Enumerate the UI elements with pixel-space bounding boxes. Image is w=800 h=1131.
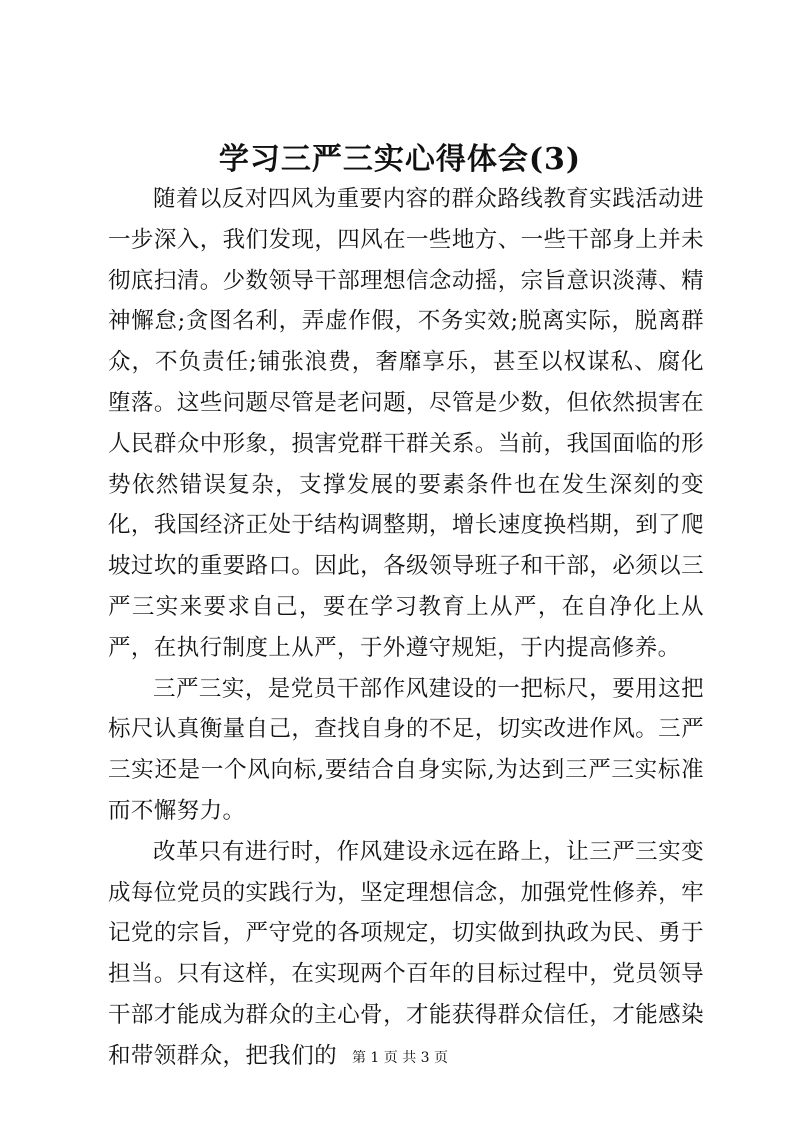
paragraph-3: 改革只有进行时，作风建设永远在路上，让三严三实变成每位党员的实践行为，坚定理想信念，加强党性修养，牢记党的宗旨，严守党的各项规定，切实做到执政为民、勇于担当。只有这样，在实现两个百年的目标过程中，党员领导干部才能成为群众的主心骨，才能获得群众信任，才能感染和带领群众，把我们的 <box>108 838 704 1069</box>
page-title: 学习三严三实心得体会(3) <box>218 142 582 177</box>
paragraph-2: 三严三实，是党员干部作风建设的一把标尺，要用这把标尺认真衡量自己，查找自身的不足，切实改进作风。三严三实还是一个风向标,要结合自身实际,为达到三严三实标准而不懈努力。 <box>108 675 704 824</box>
document-body <box>108 179 704 1077</box>
page-footer: 第 1 页 共 3 页 <box>351 1050 449 1066</box>
paragraph-1: 随着以反对四风为重要内容的群众路线教育实践活动进一步深入，我们发现，四风在一些地方、一些干部身上并未彻底扫清。少数领导干部理想信念动摇，宗旨意识淡薄、精神懈怠;贪图名利，弄虚作假，不务实效;脱离实际，脱离群众，不负责任;铺张浪费，奢靡享乐，甚至以权谋私、腐化堕落。这些问题尽管是老问题，尽管是少数，但依然损害在人民群众中形象，损害党群干群关系。当前，我国面临的形势依然错误复杂，支撑发展的要素条件也在发生深刻的变化，我国经济正处于结构调整期，增长速度换档期，到了爬坡过坎的重要路口。因此，各级领导班子和干部，必须以三严三实来要求自己，要在学习教育上从严，在自净化上从严，在执行制度上从严，于外遵守规矩，于内提高修养。 <box>108 186 704 661</box>
